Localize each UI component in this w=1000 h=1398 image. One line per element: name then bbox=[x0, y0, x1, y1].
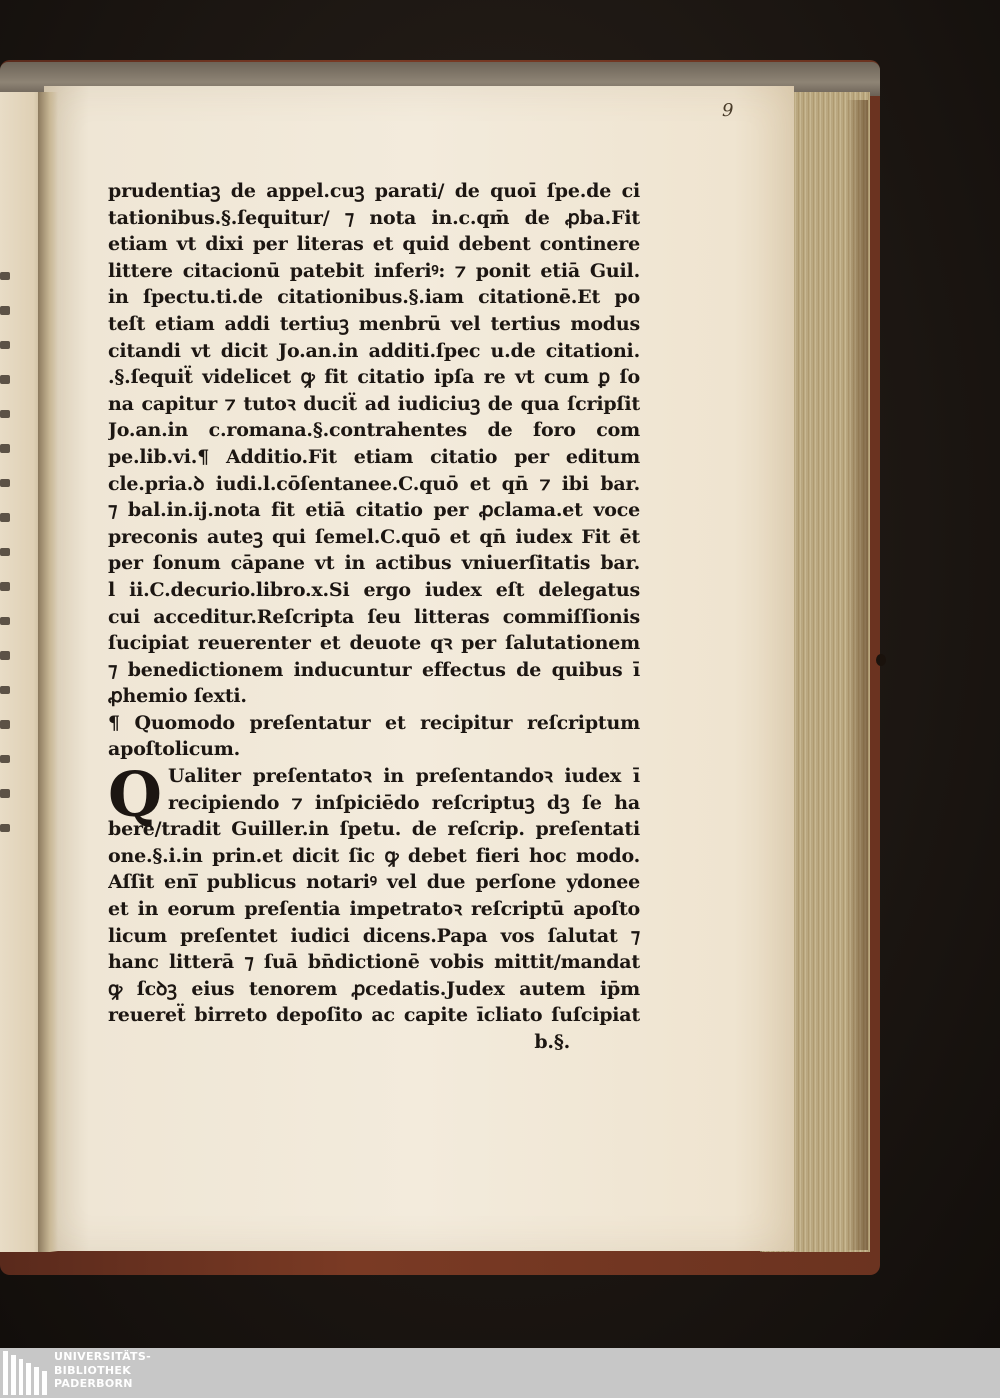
logo-line: UNIVERSITÄTS- bbox=[54, 1350, 151, 1363]
text-line: teſt etiam addi tertiuꝫ menbrū vel tertius modus bbox=[108, 312, 640, 335]
text-line: prudentiaꝫ de appel.cuꝫ parati/ de quoī ſpe.de ci bbox=[108, 180, 640, 202]
text-line: licum preſentet iudici dicens.Papa vos ſalutat ⁊ bbox=[108, 924, 640, 947]
library-logo-icon bbox=[3, 1351, 47, 1395]
decorated-initial: Q bbox=[108, 758, 162, 832]
text-line: l ii.C.decurio.libro.x.Si ergo iudex eſt delegatus bbox=[108, 578, 640, 601]
section-heading: ¶ Quomodo preſentatur et recipitur reſcriptum bbox=[108, 711, 640, 734]
text-line: ſucipiat reuerenter et deuote qꝛ per ſalutationem bbox=[108, 632, 640, 655]
text-line: ꝓhemio ſexti. bbox=[108, 685, 247, 708]
text-line: na capitur ⁊ tutoꝛ duciẗ ad iudiciuꝫ de qua ſcripſit bbox=[108, 392, 640, 415]
text-line: ⁊ bal.in.ij.nota fit etiā citatio per ꝓclama.et voce bbox=[108, 499, 640, 522]
text-line: .§.ſequiẗ videlicet ꝙ fit citatio ipſa re vt cum ꝑ ſo bbox=[108, 366, 640, 389]
initial-paragraph bbox=[108, 758, 640, 1029]
binding-hole bbox=[876, 654, 886, 666]
text-line: cle.pria.ꝺ iudi.l.cōſentanee.C.quō et qn̄ ⁊ ibi bar. bbox=[108, 472, 640, 495]
text-line: pe.lib.vi.¶ Additio.Fit etiam citatio per editum bbox=[108, 445, 640, 468]
text-line: preconis auteꝫ qui ſemel.C.quō et qn̄ iudex Fit ēt bbox=[108, 525, 640, 548]
logo-line: BIBLIOTHEK bbox=[54, 1363, 132, 1377]
section-heading: apoſtolicum. bbox=[108, 738, 241, 761]
text-line: et in eorum preſentia impetratoꝛ reſcriptū apoſto bbox=[108, 898, 640, 921]
text-line: reuereẗ birreto depoſito ac capite īcliato ſuſcipiat bbox=[108, 1004, 640, 1027]
logo-line: PADERBORN bbox=[54, 1377, 133, 1390]
text-line: one.§.i.in prin.et dicit ſic ꝙ debet fieri hoc modo. bbox=[108, 844, 640, 867]
text-line: etiam vt dixi per literas et quid debent continere bbox=[108, 233, 640, 256]
text-line: Jo.an.in c.romana.§.contrahentes de foro com bbox=[108, 419, 640, 442]
page-gutter bbox=[38, 92, 58, 1252]
text-line: citandi vt dicit Jo.an.in additi.ſpec u.de citationi. bbox=[108, 339, 640, 362]
page-text-block bbox=[108, 178, 640, 1056]
text-line: Aſſit eni̅ publicus notariꝰ vel due perſone ydonee bbox=[108, 871, 640, 894]
text-line: recipiendo ⁊ inſpiciēdo reſcriptuꝫ dꝫ ſe ha bbox=[168, 791, 640, 814]
page-edge-shadow bbox=[846, 100, 868, 1250]
text-line: littere citacionū patebit inferiꝰ: ⁊ ponit etiā Guil. bbox=[108, 259, 640, 282]
text-line: in ſpectu.ti.de citationibus.§.iam citationē.Et po bbox=[108, 286, 640, 309]
text-line: Ualiter preſentatoꝛ in preſentandoꝛ iudex ī bbox=[168, 765, 640, 788]
library-logo-text bbox=[54, 1350, 151, 1391]
left-page-text-fragments bbox=[0, 272, 14, 832]
text-line: hanc litterā ⁊ ſuā bn̄dictionē vobis mittit/mandat bbox=[108, 951, 640, 974]
text-line: cui acceditur.Reſcripta ſeu litteras commiſſionis bbox=[108, 605, 640, 628]
catchword: b.§. bbox=[534, 1031, 570, 1053]
text-line: tationibus.§.ſequitur/ ⁊ nota in.c.qm̄ de ꝓba.Fit bbox=[108, 206, 640, 229]
folio-number: 9 bbox=[722, 100, 734, 121]
text-line: bere/tradit Guiller.in ſpetu. de reſcrip. preſentati bbox=[108, 818, 640, 841]
text-line: ⁊ benedictionem inducuntur effectus de quibus ī bbox=[108, 658, 640, 681]
text-line: per ſonum cāpane vt in actibus vniuerſitatis bar. bbox=[108, 552, 640, 575]
text-line: ꝙ ſcꝺꝫ eius tenorem ꝓcedatis.Judex autem ip̄m bbox=[108, 977, 640, 1000]
